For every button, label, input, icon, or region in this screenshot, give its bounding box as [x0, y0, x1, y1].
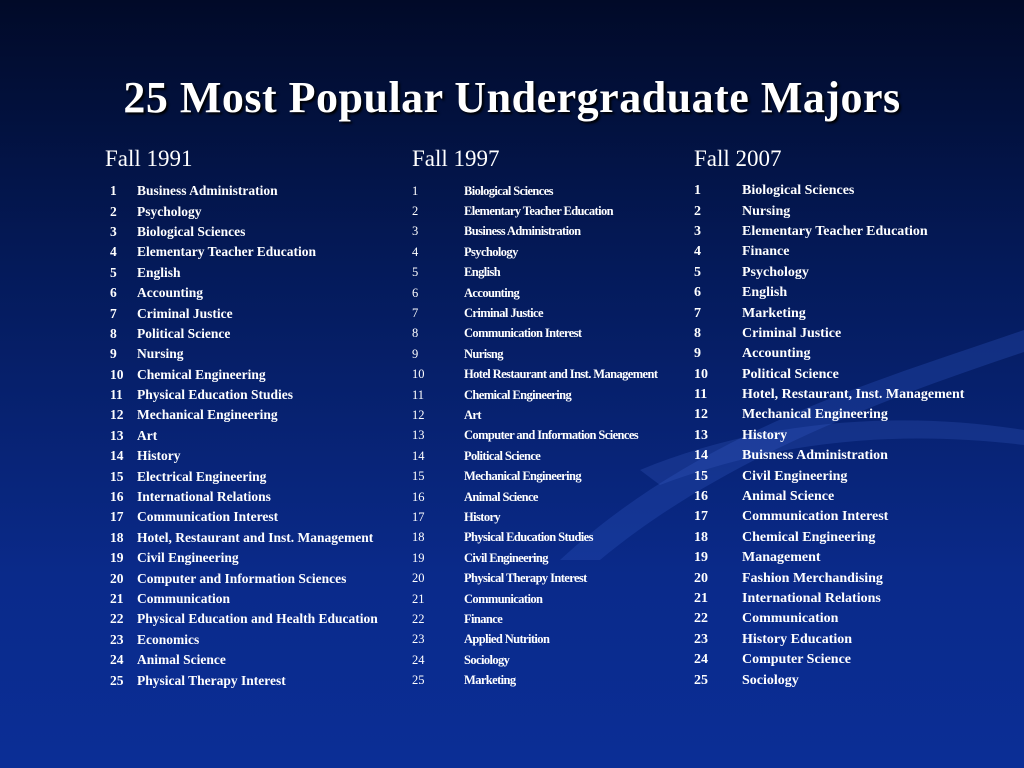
rank-number: 20 [694, 570, 708, 586]
list-item [694, 365, 964, 385]
major-name: Accounting [742, 346, 811, 362]
list-item [105, 528, 378, 548]
list-item [412, 568, 657, 588]
list-item [694, 589, 964, 609]
rank-number: 11 [694, 387, 708, 403]
list-item [694, 283, 964, 303]
rank-number: 7 [412, 306, 419, 321]
rank-number: 8 [110, 325, 117, 341]
major-name: Animal Science [742, 489, 835, 505]
list-item [105, 222, 378, 242]
major-name: History [137, 448, 181, 464]
major-name: Biological Sciences [464, 183, 553, 198]
list-item [412, 365, 657, 385]
major-name: Communication Interest [464, 326, 582, 341]
list-item [694, 650, 964, 670]
list-item [412, 609, 657, 629]
major-name: Art [137, 427, 158, 443]
rank-number: 1 [110, 183, 117, 199]
list-item [694, 466, 964, 486]
major-name: English [137, 264, 181, 280]
rank-number: 24 [694, 652, 708, 668]
major-name: Communication Interest [137, 509, 279, 525]
rank-number: 23 [110, 631, 124, 647]
list-item [694, 446, 964, 466]
list-item [694, 507, 964, 527]
rank-number: 2 [110, 203, 117, 219]
list-item [412, 283, 657, 303]
list-item [694, 487, 964, 507]
major-name: Fashion Merchandising [742, 570, 883, 586]
major-name: International Relations [742, 591, 881, 606]
rank-number: 10 [412, 367, 425, 382]
major-name: History [464, 509, 501, 524]
rank-number: 14 [110, 448, 124, 464]
major-name: Nursing [137, 346, 184, 362]
list-item [412, 630, 657, 650]
rank-number: 16 [412, 489, 425, 504]
rank-number: 2 [412, 204, 419, 219]
list-item [412, 466, 657, 486]
rank-number: 15 [412, 469, 425, 484]
major-name: Psychology [742, 264, 809, 280]
list-item [105, 405, 378, 425]
rank-number: 22 [694, 611, 708, 627]
major-name: Physical Therapy Interest [137, 672, 286, 688]
list-item [105, 201, 378, 221]
rank-number: 1 [694, 183, 701, 199]
list-item [412, 181, 657, 201]
rank-number: 6 [110, 285, 117, 301]
rank-number: 23 [412, 632, 425, 647]
major-name: Hotel Restaurant and Inst. Management [464, 367, 658, 382]
rank-number: 20 [110, 570, 124, 586]
major-name: Physical Education Studies [464, 530, 593, 545]
list-item [694, 630, 964, 650]
rank-number: 21 [412, 591, 425, 606]
rank-number: 3 [694, 223, 701, 239]
list-item [694, 344, 964, 364]
rank-number: 14 [412, 448, 425, 463]
list-item [105, 466, 378, 486]
list-item [105, 303, 378, 323]
list-item [412, 385, 657, 405]
rank-number: 15 [110, 468, 124, 484]
major-name: Marketing [464, 673, 516, 688]
major-name: Elementary Teacher Education [137, 244, 317, 260]
major-name: Sociology [464, 652, 510, 667]
major-name: Applied Nutrition [464, 632, 550, 647]
major-name: Chemical Engineering [137, 366, 266, 382]
major-name: Chemical Engineering [742, 529, 876, 545]
rank-number: 18 [110, 529, 124, 545]
rank-number: 9 [110, 346, 117, 362]
list-item [105, 568, 378, 588]
major-name: Criminal Justice [137, 305, 233, 321]
major-name: Business Administration [137, 183, 278, 199]
rank-number: 17 [110, 509, 124, 525]
rank-number: 19 [694, 550, 708, 566]
major-name: Criminal Justice [464, 306, 543, 321]
rank-number: 6 [412, 285, 419, 300]
list-item [694, 303, 964, 323]
list-item [412, 201, 657, 221]
major-name: Elementary Teacher Education [742, 223, 928, 239]
rank-number: 2 [694, 203, 701, 219]
major-name: English [464, 265, 501, 280]
rank-number: 16 [110, 489, 124, 505]
major-name: Civil Engineering [742, 468, 848, 484]
rank-number: 5 [694, 264, 701, 280]
list-item [412, 548, 657, 568]
major-name: English [742, 285, 788, 301]
major-name: International Relations [137, 489, 271, 505]
major-name: Physical Therapy Interest [464, 571, 587, 586]
major-name: Physical Education and Health Education [137, 611, 378, 627]
rank-number: 1 [412, 183, 419, 198]
major-name: Accounting [464, 285, 520, 300]
major-name: Computer and Information Sciences [464, 428, 639, 443]
rank-number: 3 [412, 224, 419, 239]
major-name: Psychology [464, 244, 518, 259]
column-heading: Fall 1997 [412, 146, 500, 171]
major-name: Animal Science [464, 489, 538, 504]
major-name: Electrical Engineering [137, 468, 267, 484]
major-name: Art [464, 407, 481, 422]
list-item [694, 670, 964, 690]
major-name: Civil Engineering [464, 550, 548, 565]
major-name: Communication [742, 611, 839, 627]
major-name: Hotel, Restaurant and Inst. Management [137, 529, 374, 545]
list-item [412, 324, 657, 344]
rank-number: 6 [694, 285, 701, 301]
list-item [412, 222, 657, 242]
major-name: Business Administration [464, 224, 581, 239]
rank-number: 13 [412, 428, 425, 443]
list-item [694, 181, 964, 201]
list-item [412, 263, 657, 283]
rank-number: 10 [110, 366, 124, 382]
list-item [694, 222, 964, 242]
list-item [412, 528, 657, 548]
rank-number: 21 [110, 591, 124, 606]
list-item [105, 181, 378, 201]
major-name: Computer and Information Sciences [137, 570, 347, 586]
column-heading: Fall 1991 [105, 146, 193, 171]
list-item [105, 548, 378, 568]
list-item [105, 263, 378, 283]
major-name: Nurisng [464, 346, 503, 361]
column-fall-1991 [105, 145, 378, 691]
rank-number: 15 [694, 468, 708, 484]
major-name: Political Science [464, 448, 541, 463]
rank-number: 19 [412, 550, 425, 565]
list-item [694, 548, 964, 568]
list-item [105, 589, 378, 609]
major-name: Elementary Teacher Education [464, 204, 613, 219]
list-item [412, 242, 657, 262]
major-name: Communication [137, 591, 231, 606]
major-name: Criminal Justice [742, 325, 842, 341]
list-item [105, 242, 378, 262]
major-name: Communication [464, 591, 543, 606]
rank-number: 11 [110, 387, 123, 403]
major-name: Nursing [742, 203, 791, 219]
list-item [105, 324, 378, 344]
rank-number: 23 [694, 631, 708, 647]
rank-number: 19 [110, 550, 124, 566]
rank-number: 14 [694, 448, 708, 464]
column-heading: Fall 2007 [694, 146, 782, 171]
major-name: Psychology [137, 203, 202, 219]
list-item [694, 385, 964, 405]
rank-number: 20 [412, 571, 425, 586]
rank-number: 12 [694, 407, 708, 423]
rank-number: 24 [412, 652, 425, 667]
majors-list [105, 181, 378, 691]
rank-number: 11 [412, 387, 425, 402]
rank-number: 8 [694, 325, 701, 341]
list-item [105, 344, 378, 364]
list-item [412, 507, 657, 527]
major-name: Accounting [137, 285, 204, 301]
rank-number: 17 [412, 509, 425, 524]
major-name: Economics [137, 631, 200, 647]
rank-number: 8 [412, 326, 419, 341]
list-item [105, 365, 378, 385]
list-item [694, 263, 964, 283]
list-item [105, 446, 378, 466]
list-item [412, 344, 657, 364]
major-name: Marketing [742, 305, 806, 321]
list-item [105, 670, 378, 690]
column-fall-1997 [412, 145, 657, 691]
rank-number: 5 [110, 264, 117, 280]
rank-number: 24 [110, 652, 124, 668]
major-name: Communication Interest [742, 509, 889, 525]
major-name: Animal Science [137, 652, 226, 668]
major-name: Physical Education Studies [137, 387, 294, 403]
rank-number: 12 [412, 407, 425, 422]
major-name: Biological Sciences [137, 223, 246, 239]
rank-number: 25 [694, 672, 708, 688]
majors-list [694, 181, 964, 691]
list-item [412, 426, 657, 446]
rank-number: 3 [110, 223, 117, 239]
major-name: Buisness Administration [742, 448, 888, 464]
list-item [105, 487, 378, 507]
list-item [412, 670, 657, 690]
rank-number: 7 [694, 305, 701, 321]
major-name: Civil Engineering [137, 550, 239, 566]
list-item [412, 487, 657, 507]
list-item [412, 589, 657, 609]
rank-number: 13 [110, 427, 124, 443]
rank-number: 4 [412, 244, 419, 259]
list-item [412, 405, 657, 425]
rank-number: 25 [412, 673, 425, 688]
majors-list [412, 181, 657, 691]
major-name: Political Science [742, 366, 839, 382]
rank-number: 21 [694, 591, 708, 606]
list-item [694, 242, 964, 262]
major-name: Finance [464, 611, 503, 626]
major-name: Political Science [137, 325, 231, 341]
rank-number: 18 [694, 529, 708, 545]
list-item [105, 507, 378, 527]
rank-number: 5 [412, 265, 419, 280]
list-item [105, 650, 378, 670]
major-name: Mechanical Engineering [464, 469, 582, 484]
major-name: Biological Sciences [742, 183, 855, 199]
major-name: Management [742, 550, 821, 566]
list-item [694, 426, 964, 446]
rank-number: 18 [412, 530, 425, 545]
list-item [412, 446, 657, 466]
rank-number: 25 [110, 672, 124, 688]
column-fall-2007 [694, 145, 964, 691]
list-item [694, 405, 964, 425]
list-item [105, 283, 378, 303]
major-name: Sociology [742, 672, 799, 688]
major-name: Mechanical Engineering [137, 407, 278, 423]
rank-number: 9 [694, 346, 701, 362]
rank-number: 22 [412, 611, 425, 626]
rank-number: 17 [694, 509, 708, 525]
list-item [694, 568, 964, 588]
major-name: History Education [742, 631, 853, 647]
major-name: History [742, 427, 788, 443]
list-item [694, 609, 964, 629]
rank-number: 9 [412, 346, 419, 361]
major-name: Finance [742, 244, 790, 260]
rank-number: 16 [694, 489, 708, 505]
major-name: Computer Science [742, 652, 851, 668]
list-item [105, 609, 378, 629]
list-item [105, 630, 378, 650]
rank-number: 13 [694, 427, 708, 443]
major-name: Chemical Engineering [464, 387, 572, 402]
slide-title: 25 Most Popular Undergraduate Majors [123, 73, 901, 122]
major-name: Hotel, Restaurant, Inst. Management [742, 387, 965, 403]
major-name: Mechanical Engineering [742, 407, 888, 423]
list-item [694, 324, 964, 344]
list-item [105, 426, 378, 446]
list-item [412, 650, 657, 670]
rank-number: 4 [694, 244, 701, 260]
rank-number: 12 [110, 407, 124, 423]
rank-number: 7 [110, 305, 117, 321]
rank-number: 10 [694, 366, 708, 382]
list-item [694, 528, 964, 548]
list-item [412, 303, 657, 323]
list-item [694, 201, 964, 221]
rank-number: 22 [110, 611, 124, 627]
list-item [105, 385, 378, 405]
rank-number: 4 [110, 244, 117, 260]
